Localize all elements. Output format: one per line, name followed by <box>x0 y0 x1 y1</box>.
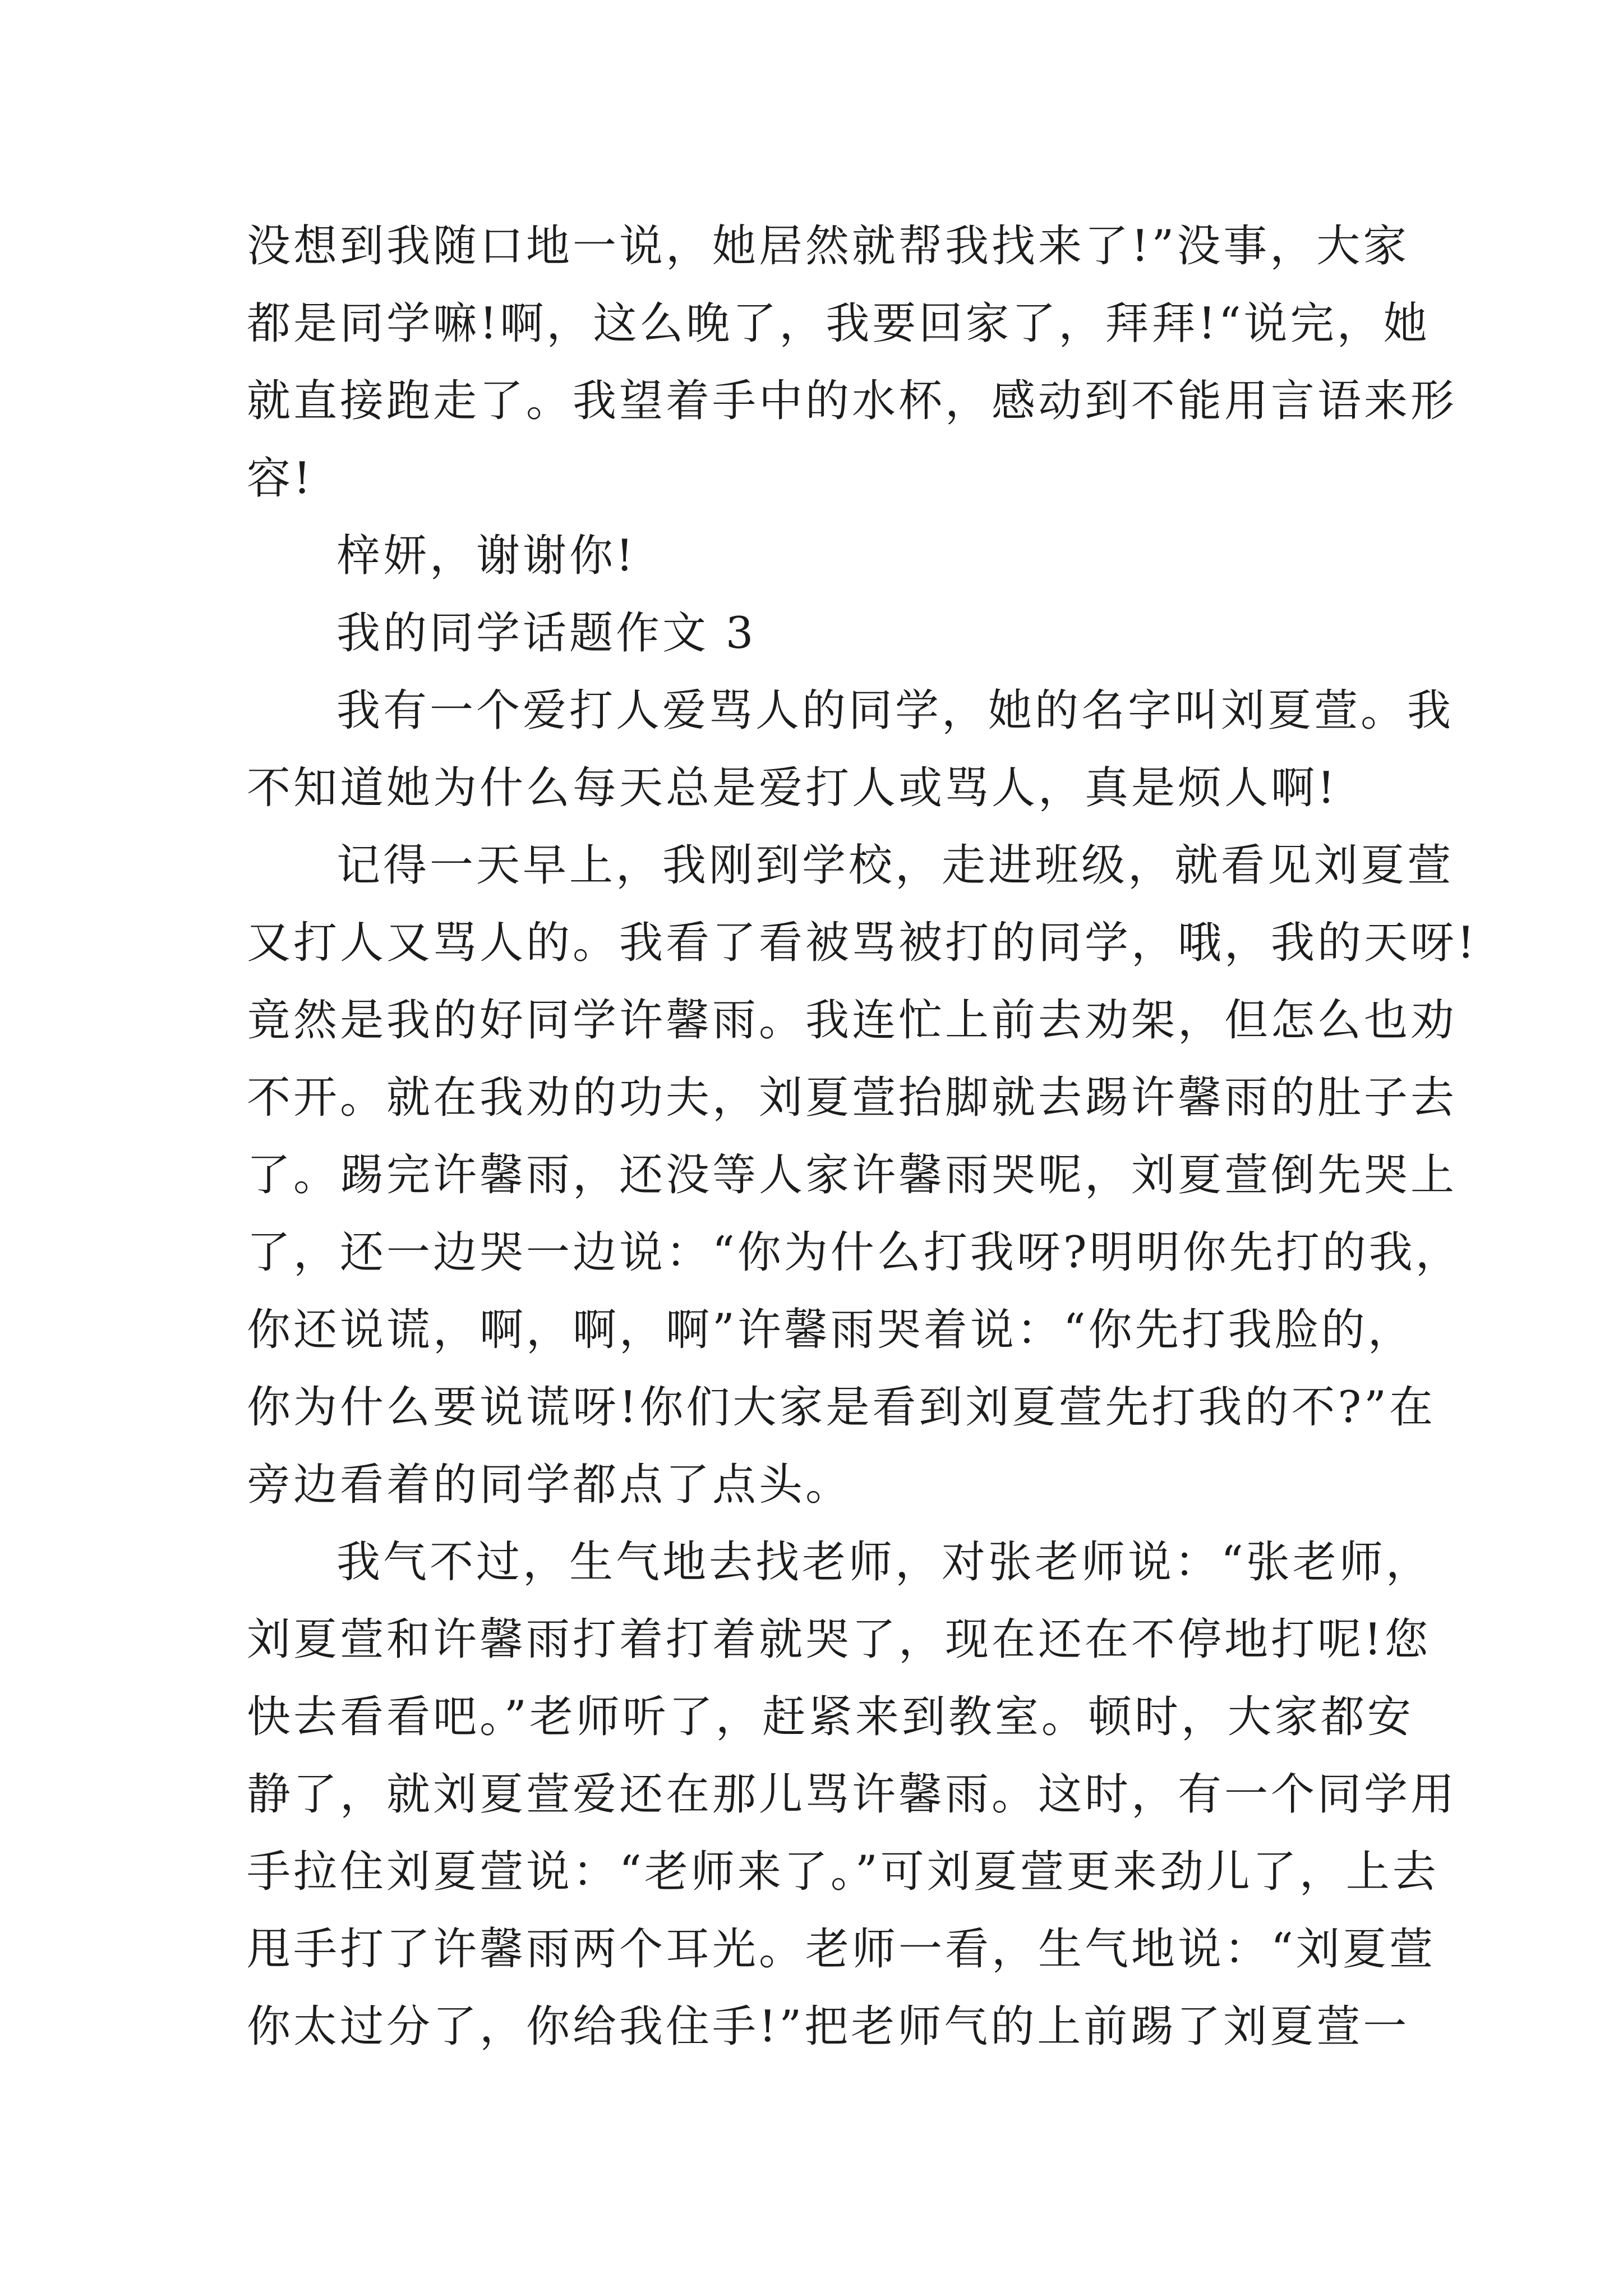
text-line: 甩手打了许馨雨两个耳光。老师一看，生气地说：“刘夏萱 <box>247 1924 1436 1975</box>
text-line: 我气不过，生气地去找老师，对张老师说：“张老师， <box>336 1537 1432 1588</box>
text-line: 我的同学话题作文 3 <box>336 608 757 659</box>
text-line: 了，还一边哭一边说：“你为什么打我呀?明明你先打的我， <box>247 1227 1462 1278</box>
text-line: 竟然是我的好同学许馨雨。我连忙上前去劝架，但怎么也劝 <box>247 995 1458 1046</box>
text-line: 不知道她为什么每天总是爱打人或骂人，真是烦人啊! <box>247 763 1338 813</box>
text-line: 就直接跑走了。我望着手中的水杯，感动到不能用言语来形 <box>247 376 1458 426</box>
text-line: 你为什么要说谎呀!你们大家是看到刘夏萱先打我的不?”在 <box>247 1382 1436 1433</box>
paragraph <box>247 672 1454 827</box>
text-line: 静了，就刘夏萱爱还在那儿骂许馨雨。这时，有一个同学用 <box>247 1769 1458 1820</box>
text-line: 刘夏萱和许馨雨打着打着就哭了，现在还在不停地打呢!您 <box>247 1614 1431 1665</box>
document-page <box>247 208 1478 2065</box>
text-line: 不开。就在我劝的功夫，刘夏萱抬脚就去踢许馨雨的肚子去 <box>247 1073 1458 1123</box>
text-line: 没想到我随口地一说，她居然就帮我找来了!”没事，大家 <box>247 221 1410 272</box>
text-line: 容! <box>247 453 314 504</box>
text-line: 了。踢完许馨雨，还没等人家许馨雨哭呢，刘夏萱倒先哭上 <box>247 1150 1458 1200</box>
paragraph <box>247 517 1391 595</box>
paragraph <box>247 827 1478 1524</box>
text-line: 你还说谎，啊，啊，啊”许馨雨哭着说：“你先打我脸的， <box>247 1305 1414 1355</box>
text-line: 又打人又骂人的。我看了看被骂被打的同学，哦，我的天呀! <box>247 918 1478 968</box>
text-line: 都是同学嘛!啊，这么晚了，我要回家了，拜拜!“说完，她 <box>247 298 1430 349</box>
text-line: 记得一天早上，我刚到学校，走进班级，就看见刘夏萱 <box>336 840 1454 891</box>
section-title <box>247 595 1391 672</box>
paragraph <box>247 1524 1458 2065</box>
text-line: 梓妍，谢谢你! <box>336 531 637 581</box>
text-line: 我有一个爱打人爱骂人的同学，她的名字叫刘夏萱。我 <box>336 685 1454 736</box>
paragraph <box>247 208 1458 517</box>
text-line: 旁边看着的同学都点了点头。 <box>247 1460 852 1510</box>
text-line: 快去看看吧。”老师听了，赶紧来到教室。顿时，大家都安 <box>247 1692 1414 1742</box>
text-line: 手拉住刘夏萱说：“老师来了。”可刘夏萱更来劲儿了，上去 <box>247 1847 1439 1897</box>
text-line: 你太过分了，你给我住手!”把老师气的上前踢了刘夏萱一 <box>247 2001 1410 2052</box>
